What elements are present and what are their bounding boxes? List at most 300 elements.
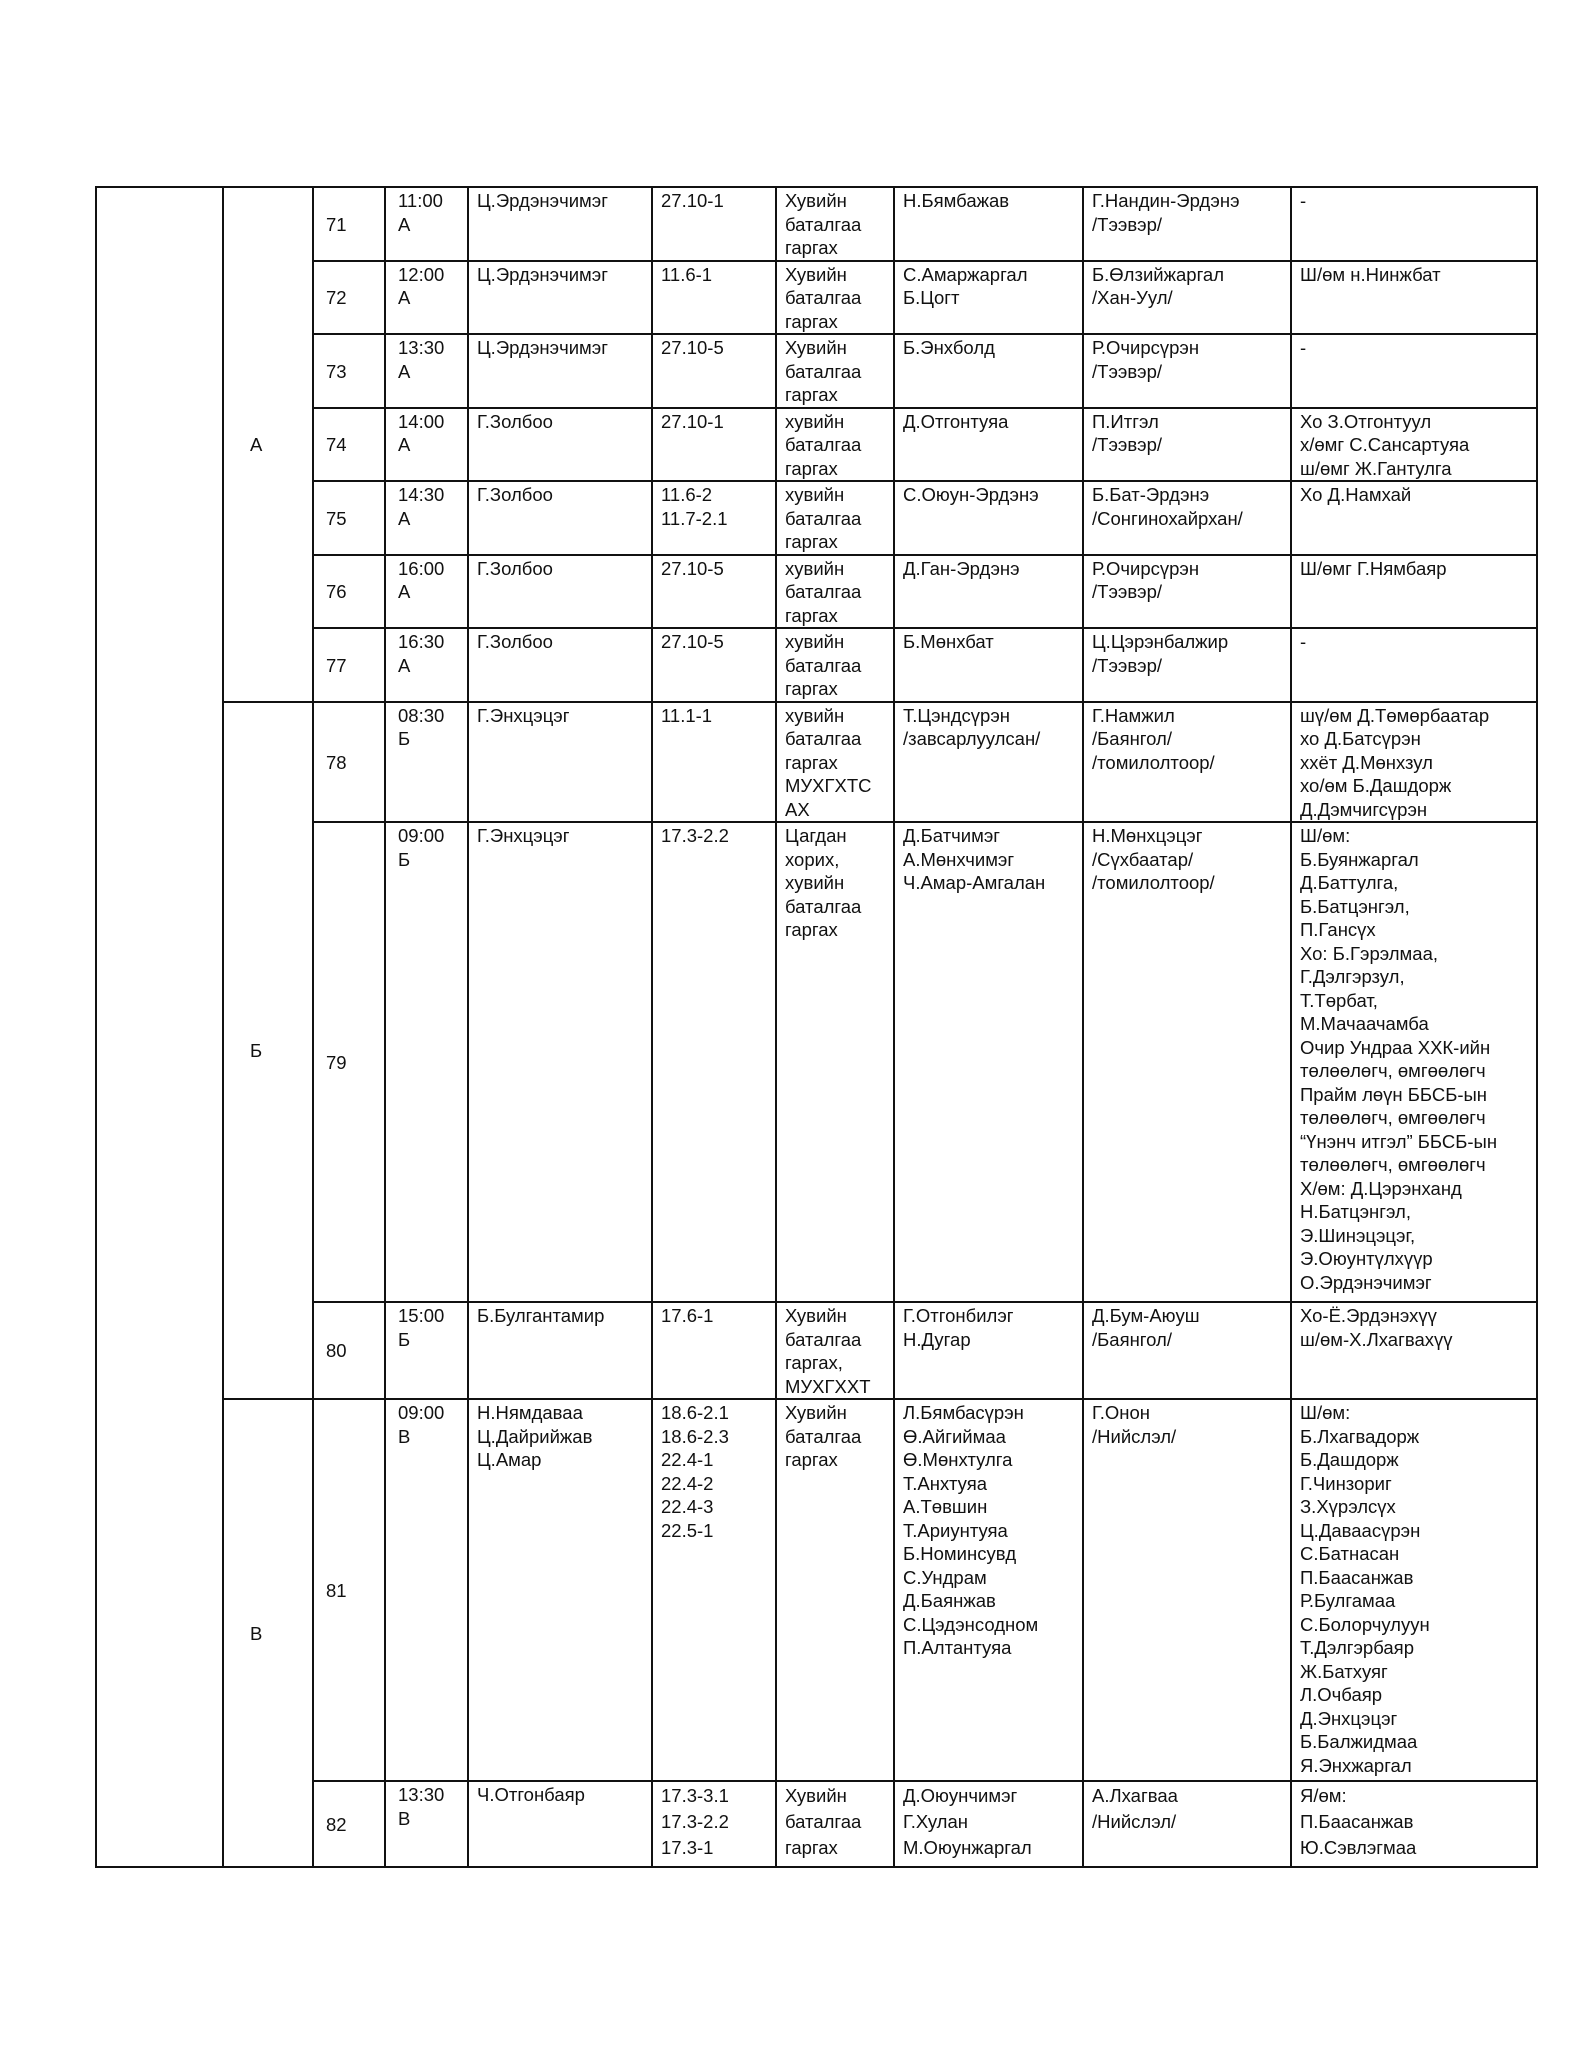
other-participants-line: П.Баасанжав <box>1300 1811 1414 1832</box>
time-room-line: 16:00 <box>398 557 445 579</box>
prosecutor-line: Ц.Цэрэнбалжир <box>1092 631 1229 652</box>
table-row <box>96 187 1537 261</box>
prosecutor-line: /Хан-Уул/ <box>1092 287 1173 308</box>
time-room-line: 14:00 <box>398 410 445 432</box>
other-participants-line: М.Мачаачамба <box>1300 1013 1429 1034</box>
purpose-line: баталгаа <box>785 654 862 676</box>
other-participants-line: Ж.Батхуяг <box>1300 1660 1388 1682</box>
other-participants-line: төлөөлөгч, өмгөөлөгч <box>1300 1060 1486 1081</box>
time-room-line: В <box>398 1807 411 1829</box>
prosecutor-line: /томилолтоор/ <box>1092 872 1215 893</box>
purpose <box>776 555 894 629</box>
purpose <box>776 1399 894 1781</box>
time-room-line: А <box>398 507 411 529</box>
judge <box>468 481 652 555</box>
articles <box>652 261 776 335</box>
time-room <box>385 1302 468 1399</box>
time-room-line: Б <box>398 848 411 870</box>
prosecutor <box>1083 702 1291 823</box>
row-number: 79 <box>313 822 385 1302</box>
parties <box>894 628 1083 702</box>
purpose-line: хувийн <box>785 631 845 652</box>
judge-line: Ц.Эрдэнэчимэг <box>477 190 608 211</box>
other-participants-line: О.Эрдэнэчимэг <box>1300 1271 1432 1293</box>
parties-line: С.Цэдэнсодном <box>903 1613 1039 1635</box>
other-participants-line: - <box>1300 190 1307 211</box>
purpose-line: Хувийн <box>785 263 847 285</box>
judge <box>468 702 652 823</box>
other-participants <box>1291 555 1537 629</box>
parties-line: Ө.Мөнхтулга <box>903 1449 1013 1470</box>
other-participants-line: Ш/өм: <box>1300 825 1351 846</box>
time-room-line: Б <box>398 728 411 749</box>
other-participants <box>1291 1302 1537 1399</box>
prosecutor-line: Р.Очирсүрэн <box>1092 557 1200 579</box>
other-participants <box>1291 702 1537 823</box>
parties-line: Д.Баянжав <box>903 1590 996 1611</box>
articles <box>652 628 776 702</box>
prosecutor-line: А.Лхагваа <box>1092 1785 1178 1806</box>
other-participants-line: Хо Д.Намхай <box>1300 484 1412 505</box>
time-room-line: 16:30 <box>398 631 445 652</box>
purpose-line: гаргах <box>785 678 838 699</box>
purpose-line: гаргах <box>785 919 838 940</box>
other-participants-line: Я/өм: <box>1300 1785 1347 1806</box>
prosecutor <box>1083 555 1291 629</box>
parties-line: /завсарлуулсан/ <box>903 728 1041 749</box>
judge-line: Ч.Отгонбаяр <box>477 1784 585 1805</box>
articles-line: 18.6-2.3 <box>661 1425 729 1447</box>
parties-line: С.Ундрам <box>903 1566 987 1588</box>
prosecutor <box>1083 408 1291 482</box>
other-participants-line: Ю.Сэвлэгмаа <box>1300 1837 1417 1858</box>
other-participants-line: Б.Лхагвадорж <box>1300 1425 1420 1447</box>
other-participants <box>1291 1399 1537 1781</box>
row-number: 82 <box>313 1781 385 1867</box>
parties <box>894 261 1083 335</box>
parties-line: П.Алтантуяа <box>903 1637 1012 1658</box>
parties-line: Г.Отгонбилэг <box>903 1305 1014 1326</box>
articles-line: 11.7-2.1 <box>661 507 728 529</box>
other-participants-line: Хо З.Отгонтуул <box>1300 410 1432 432</box>
other-participants-line: Ш/өмг Г.Нямбаяр <box>1300 557 1447 579</box>
parties-line: Т.Цэндсүрэн <box>903 704 1010 726</box>
table-row <box>96 628 1537 702</box>
other-participants <box>1291 408 1537 482</box>
other-participants-line: Прайм лөүн ББСБ-ын <box>1300 1083 1488 1105</box>
purpose <box>776 1302 894 1399</box>
purpose-line: гаргах <box>785 384 838 405</box>
purpose-line: хувийн <box>785 872 845 893</box>
other-participants-line: Т.Төрбат, <box>1300 989 1378 1011</box>
table-row <box>96 822 1537 1302</box>
parties-line: Ө.Айгиймаа <box>903 1425 1006 1447</box>
other-participants-line: Н.Батцэнгэл, <box>1300 1201 1411 1222</box>
judge <box>468 187 652 261</box>
other-participants-line: Хо: Б.Гэрэлмаа, <box>1300 942 1438 964</box>
other-participants-line: Ц.Даваасүрэн <box>1300 1519 1421 1541</box>
parties-line: С.Амаржаргал <box>903 263 1028 285</box>
time-room-line: А <box>398 581 411 602</box>
table-row <box>96 261 1537 335</box>
other-participants-line: П.Баасанжав <box>1300 1566 1414 1588</box>
purpose <box>776 408 894 482</box>
judge-line: Г.Золбоо <box>477 557 553 579</box>
other-participants-line: С.Батнасан <box>1300 1543 1400 1564</box>
other-participants-line: хо/өм Б.Дашдорж <box>1300 775 1452 796</box>
time-room <box>385 408 468 482</box>
other-participants-line: Хо-Ё.Эрдэнэхүү <box>1300 1305 1437 1326</box>
hearing-schedule-table <box>95 186 1538 1868</box>
other-participants-line: төлөөлөгч, өмгөөлөгч <box>1300 1107 1486 1128</box>
prosecutor-line: Г.Онон <box>1092 1402 1151 1423</box>
parties-line: М.Оюунжаргал <box>903 1837 1032 1858</box>
parties-line: Д.Ган-Эрдэнэ <box>903 557 1020 579</box>
other-participants-line: Э.Оюунтүлхүүр <box>1300 1248 1433 1269</box>
parties <box>894 1302 1083 1399</box>
time-room-line: 08:30 <box>398 704 445 726</box>
prosecutor-line: Б.Өлзийжаргал <box>1092 263 1224 285</box>
other-participants-line: Т.Дэлгэрбаяр <box>1300 1637 1414 1658</box>
other-participants-line: П.Гансүх <box>1300 919 1376 940</box>
row-number: 78 <box>313 702 385 823</box>
articles-line: 11.6-1 <box>661 263 713 285</box>
purpose-line: хувийн <box>785 410 845 432</box>
other-participants-line: Б.Буянжаргал <box>1300 848 1419 870</box>
purpose-line: хувийн <box>785 704 845 726</box>
prosecutor <box>1083 261 1291 335</box>
table-row <box>96 702 1537 823</box>
articles-line: 11.1-1 <box>661 704 713 726</box>
row-number: 72 <box>313 261 385 335</box>
prosecutor-line: /Сүхбаатар/ <box>1092 848 1194 870</box>
other-participants <box>1291 481 1537 555</box>
prosecutor-line: /томилолтоор/ <box>1092 751 1215 773</box>
articles-line: 18.6-2.1 <box>661 1402 729 1423</box>
time-room-line: А <box>398 287 411 308</box>
time-room-line: А <box>398 434 411 455</box>
purpose-line: Хувийн <box>785 337 847 358</box>
time-room <box>385 261 468 335</box>
purpose-line: баталгаа <box>785 360 862 382</box>
judge <box>468 261 652 335</box>
other-participants-line: ххёт Д.Мөнхзул <box>1300 751 1433 773</box>
prosecutor-line: /Тээвэр/ <box>1092 654 1163 676</box>
parties <box>894 1781 1083 1867</box>
purpose-line: Хувийн <box>785 1785 847 1806</box>
articles-line: 17.3-3.1 <box>661 1785 729 1806</box>
row-number: 81 <box>313 1399 385 1781</box>
other-participants-line: х/өмг С.Сансартуяа <box>1300 434 1470 455</box>
purpose <box>776 628 894 702</box>
time-room <box>385 481 468 555</box>
purpose-line: баталгаа <box>785 895 862 917</box>
time-room-line: 13:30 <box>398 1784 445 1805</box>
parties-line: Б.Энхболд <box>903 337 995 358</box>
articles <box>652 702 776 823</box>
parties-line: Л.Бямбасүрэн <box>903 1402 1024 1423</box>
purpose-line: гаргах, <box>785 1352 843 1373</box>
purpose-line: гаргах <box>785 1449 838 1470</box>
prosecutor-line: П.Итгэл <box>1092 410 1159 432</box>
purpose-line: баталгаа <box>785 1811 862 1832</box>
purpose <box>776 1781 894 1867</box>
prosecutor-line: /Сонгинохайрхан/ <box>1092 507 1243 529</box>
articles <box>652 1781 776 1867</box>
purpose <box>776 187 894 261</box>
time-room-line: А <box>398 360 411 382</box>
other-participants-line: шү/өм Д.Төмөрбаатар <box>1300 704 1490 726</box>
judge <box>468 1781 652 1867</box>
purpose-line: баталгаа <box>785 1328 862 1350</box>
time-room-line: 15:00 <box>398 1305 445 1326</box>
purpose-line: Хувийн <box>785 1402 847 1423</box>
other-participants <box>1291 1781 1537 1867</box>
prosecutor <box>1083 334 1291 408</box>
parties-line: Б.Цогт <box>903 287 960 308</box>
purpose-line: МУХГХТС <box>785 775 872 796</box>
table-row <box>96 1399 1537 1781</box>
parties-line: Д.Отгонтуяа <box>903 410 1009 432</box>
other-participants-line: ш/өм-Х.Лхагвахүү <box>1300 1328 1453 1350</box>
parties <box>894 187 1083 261</box>
purpose-line: гаргах <box>785 237 838 258</box>
other-participants-line: Б.Балжидмаа <box>1300 1731 1418 1752</box>
other-participants-line: Э.Шинэцэцэг, <box>1300 1224 1416 1246</box>
parties <box>894 334 1083 408</box>
articles-line: 27.10-1 <box>661 190 724 211</box>
prosecutor-line: /Тээвэр/ <box>1092 581 1163 602</box>
other-participants-line: Г.Дэлгэрзул, <box>1300 966 1405 987</box>
time-room-line: 12:00 <box>398 263 445 285</box>
parties-line: Б.Мөнхбат <box>903 631 994 652</box>
judge <box>468 1399 652 1781</box>
other-participants-line: Очир Ундраа ХХК-ийн <box>1300 1036 1491 1058</box>
parties-line: А.Төвшин <box>903 1496 988 1517</box>
purpose-line: гаргах <box>785 310 838 332</box>
other-participants-line: “Үнэнч итгэл” ББСБ-ын <box>1300 1130 1498 1152</box>
time-room <box>385 822 468 1302</box>
other-participants-line: Я.Энхжаргал <box>1300 1754 1412 1776</box>
table-row <box>96 555 1537 629</box>
judge-line: Г.Золбоо <box>477 631 553 652</box>
articles-line: 17.6-1 <box>661 1305 714 1326</box>
time-room-line: 14:30 <box>398 484 445 505</box>
row-number: 74 <box>313 408 385 482</box>
other-participants-line: - <box>1300 631 1307 652</box>
group-label: А <box>223 187 313 702</box>
purpose-line: баталгаа <box>785 581 862 602</box>
table-row <box>96 481 1537 555</box>
prosecutor-line: /Баянгол/ <box>1092 1328 1172 1350</box>
articles <box>652 481 776 555</box>
time-room-line: А <box>398 213 411 235</box>
articles <box>652 187 776 261</box>
group-label: В <box>223 1399 313 1867</box>
parties <box>894 555 1083 629</box>
time-room <box>385 1399 468 1781</box>
other-participants-line: С.Болорчулуун <box>1300 1613 1430 1635</box>
articles-line: 17.3-2.2 <box>661 825 729 846</box>
row-number: 71 <box>313 187 385 261</box>
parties-line: Н.Бямбажав <box>903 190 1010 211</box>
table-row <box>96 1781 1537 1867</box>
articles-line: 27.10-1 <box>661 410 724 432</box>
articles <box>652 555 776 629</box>
judge <box>468 408 652 482</box>
judge-line: Ц.Амар <box>477 1449 542 1470</box>
judge-line: Г.Золбоо <box>477 410 553 432</box>
other-participants-line: Б.Дашдорж <box>1300 1449 1399 1470</box>
purpose <box>776 334 894 408</box>
table-row <box>96 408 1537 482</box>
prosecutor-line: /Баянгол/ <box>1092 728 1172 749</box>
time-room-line: В <box>398 1425 411 1447</box>
judge-line: Г.Энхцэцэг <box>477 704 570 726</box>
purpose-line: АХ <box>785 798 810 820</box>
other-participants-line: Ш/өм н.Нинжбат <box>1300 263 1441 285</box>
other-participants-line: Д.Энхцэцэг <box>1300 1707 1398 1729</box>
judge-line: Ц.Эрдэнэчимэг <box>477 337 608 358</box>
articles-line: 22.4-2 <box>661 1472 714 1494</box>
other-participants <box>1291 822 1537 1302</box>
judge-line: Н.Нямдаваа <box>477 1402 583 1423</box>
time-room <box>385 1781 468 1867</box>
time-room-line: А <box>398 654 411 676</box>
row-number: 77 <box>313 628 385 702</box>
purpose-line: гаргах <box>785 457 838 479</box>
time-room <box>385 334 468 408</box>
articles-line: 27.10-5 <box>661 337 724 358</box>
judge <box>468 628 652 702</box>
prosecutor-line: /Тээвэр/ <box>1092 360 1163 382</box>
articles <box>652 1399 776 1781</box>
prosecutor <box>1083 187 1291 261</box>
other-participants-line: Ш/өм: <box>1300 1402 1351 1423</box>
table-row <box>96 1302 1537 1399</box>
other-participants-line: Г.Чинзориг <box>1300 1472 1392 1494</box>
prosecutor-line: Д.Бум-Аюуш <box>1092 1305 1200 1326</box>
purpose <box>776 702 894 823</box>
judge-line: Ц.Эрдэнэчимэг <box>477 263 608 285</box>
articles-line: 27.10-5 <box>661 557 724 579</box>
articles-line: 17.3-2.2 <box>661 1811 729 1832</box>
parties-line: Т.Ариунтуяа <box>903 1519 1008 1541</box>
judge <box>468 822 652 1302</box>
parties-line: С.Оюун-Эрдэнэ <box>903 484 1039 505</box>
other-participants-line: Л.Очбаяр <box>1300 1684 1383 1705</box>
parties-line: Т.Анхтуяа <box>903 1472 988 1494</box>
other-participants-line: Р.Булгамаа <box>1300 1590 1396 1611</box>
row-number: 76 <box>313 555 385 629</box>
first-column-cell <box>96 187 223 1867</box>
prosecutor-line: /Нийслэл/ <box>1092 1811 1177 1832</box>
table-row <box>96 334 1537 408</box>
purpose <box>776 261 894 335</box>
time-room <box>385 555 468 629</box>
parties <box>894 822 1083 1302</box>
articles-line: 11.6-2 <box>661 484 713 505</box>
time-room-line: 09:00 <box>398 825 445 846</box>
group-label: Б <box>223 702 313 1400</box>
purpose-line: Цагдан <box>785 825 847 846</box>
parties-line: А.Мөнхчимэг <box>903 848 1015 870</box>
prosecutor-line: Р.Очирсүрэн <box>1092 337 1200 358</box>
prosecutor <box>1083 628 1291 702</box>
other-participants-line: Д.Баттулга, <box>1300 872 1399 893</box>
parties <box>894 1399 1083 1781</box>
parties-line: Ч.Амар-Амгалан <box>903 872 1046 893</box>
purpose-line: гаргах <box>785 531 838 552</box>
judge-line: Г.Золбоо <box>477 484 553 505</box>
other-participants-line: хо Д.Батсүрэн <box>1300 728 1421 749</box>
articles-line: 17.3-1 <box>661 1837 714 1858</box>
purpose-line: гаргах <box>785 1837 838 1858</box>
purpose-line: баталгаа <box>785 1425 862 1447</box>
row-number: 80 <box>313 1302 385 1399</box>
time-room-line: Б <box>398 1328 411 1350</box>
other-participants-line: Б.Батцэнгэл, <box>1300 895 1410 917</box>
purpose-line: Хувийн <box>785 190 847 211</box>
parties-line: Д.Оюунчимэг <box>903 1785 1018 1806</box>
prosecutor-line: Н.Мөнхцэцэг <box>1092 825 1203 846</box>
purpose-line: баталгаа <box>785 507 862 529</box>
prosecutor <box>1083 1399 1291 1781</box>
parties <box>894 481 1083 555</box>
judge-line: Ц.Дайрийжав <box>477 1425 593 1447</box>
purpose-line: Хувийн <box>785 1305 847 1326</box>
articles-line: 27.10-5 <box>661 631 724 652</box>
purpose-line: хорих, <box>785 848 840 870</box>
prosecutor-line: Б.Бат-Эрдэнэ <box>1092 484 1210 505</box>
judge-line: Г.Энхцэцэг <box>477 825 570 846</box>
other-participants-line: - <box>1300 337 1307 358</box>
other-participants-line: ш/өмг Ж.Гантулга <box>1300 457 1452 479</box>
row-number: 75 <box>313 481 385 555</box>
prosecutor-line: /Тээвэр/ <box>1092 213 1163 235</box>
judge-line: Б.Булгантамир <box>477 1305 605 1326</box>
purpose-line: баталгаа <box>785 434 862 455</box>
prosecutor-line: /Тээвэр/ <box>1092 434 1163 455</box>
articles-line: 22.5-1 <box>661 1519 714 1541</box>
parties-line: Б.Номинсувд <box>903 1543 1017 1564</box>
prosecutor <box>1083 1302 1291 1399</box>
judge <box>468 1302 652 1399</box>
purpose-line: МУХГХХТ <box>785 1375 871 1397</box>
purpose-line: баталгаа <box>785 728 862 749</box>
articles <box>652 408 776 482</box>
parties-line: Д.Батчимэг <box>903 825 1001 846</box>
articles-line: 22.4-3 <box>661 1496 714 1517</box>
other-participants-line: Д.Дэмчигсүрэн <box>1300 798 1428 820</box>
purpose-line: баталгаа <box>785 213 862 235</box>
other-participants <box>1291 261 1537 335</box>
prosecutor <box>1083 481 1291 555</box>
purpose-line: баталгаа <box>785 287 862 308</box>
articles <box>652 822 776 1302</box>
prosecutor-line: /Нийслэл/ <box>1092 1425 1177 1447</box>
time-room-line: 11:00 <box>398 190 443 211</box>
parties <box>894 408 1083 482</box>
parties <box>894 702 1083 823</box>
row-number: 73 <box>313 334 385 408</box>
judge <box>468 334 652 408</box>
purpose <box>776 822 894 1302</box>
prosecutor-line: Г.Нандин-Эрдэнэ <box>1092 190 1240 211</box>
time-room-line: 13:30 <box>398 337 445 358</box>
prosecutor <box>1083 822 1291 1302</box>
other-participants-line: төлөөлөгч, өмгөөлөгч <box>1300 1154 1486 1175</box>
